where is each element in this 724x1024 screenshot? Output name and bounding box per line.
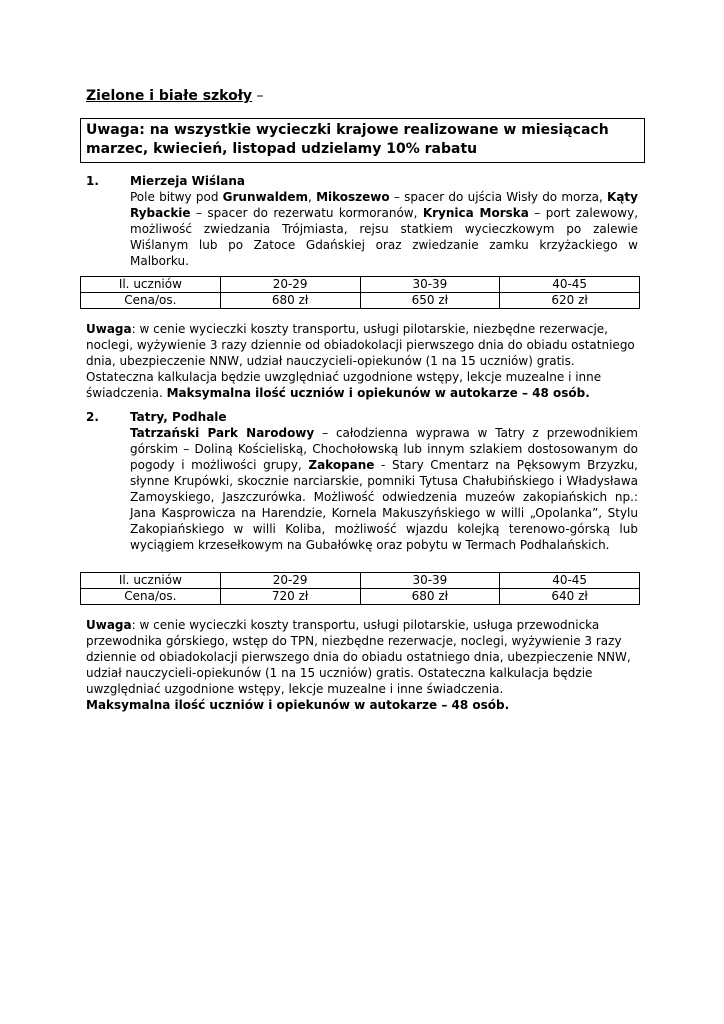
section-note <box>86 617 640 713</box>
section-note <box>86 321 640 401</box>
bold-text: Uwaga <box>86 322 132 336</box>
table-cell: 650 zł <box>360 293 500 309</box>
price-table <box>80 572 640 605</box>
table-cell: Cena/os. <box>81 589 221 605</box>
table-row <box>81 573 640 589</box>
text-run: : w cenie wycieczki koszty transportu, usługi pilotarskie, usługa przewodnicka przewodnika górskiego, wstęp do TPN, niezbędne rezerwacje, noclegi, wyżywienie 3 razy dziennie od obiadokolacji pierwszego dnia do obiadu ostatniego dnia, ubezpieczenie NNW, udział nauczycieli-opiekunów (1 na 15 uczniów) gratis. Ostateczna kalkulacja będzie uwzględniać uzgodnione wstępy, lekcje muzealne i inne świadczenia. <box>86 618 631 696</box>
table-cell: 30-39 <box>360 277 500 293</box>
table-row <box>81 277 640 293</box>
text-run: , <box>308 190 317 204</box>
text-run: : w cenie wycieczki koszty transportu, usługi pilotarskie, niezbędne rezerwacje, noclegi, wyżywienie 3 razy dziennie od obiadokolacji pierwszego dnia do obiadu ostatniego dnia, ubezpieczenie NNW, udział nauczycieli-opiekunów (1 na 15 uczniów) gratis. Ostateczna kalkulacja będzie uwzględniać uzgodnione wstępy, lekcje muzealne i inne świadczenia. <box>86 322 635 400</box>
bold-text: Grunwaldem <box>222 190 309 204</box>
bold-text: Zakopane <box>308 458 375 472</box>
page-title-text: Zielone i białe szkoły <box>86 88 253 104</box>
text-run: – port zalewowy, możliwość zwiedzania Trójmiasta, rejsu statkiem wycieczkowym po zalewie Wiślanym lub po Zatoce Gdańskiej oraz zwiedzanie zamku krzyżackiego w Malborku. <box>130 206 639 268</box>
section-number: 1. <box>86 174 99 188</box>
section-description <box>130 189 638 269</box>
table-cell: 30-39 <box>360 573 500 589</box>
price-table <box>80 276 640 309</box>
table-cell: 640 zł <box>500 589 640 605</box>
table-cell: 40-45 <box>500 573 640 589</box>
bold-text: Krynica Morska <box>422 206 529 220</box>
bold-text: Maksymalna ilość uczniów i opiekunów w autokarze – 48 osób. <box>166 386 590 400</box>
table-cell: Cena/os. <box>81 293 221 309</box>
table-cell: 20-29 <box>220 573 360 589</box>
page-title-dash: – <box>252 88 264 104</box>
table-cell: 620 zł <box>500 293 640 309</box>
section-heading: Mierzeja Wiślana <box>130 174 245 188</box>
table-cell: 20-29 <box>220 277 360 293</box>
section-body <box>130 409 638 553</box>
bold-text: Kąty Rybackie <box>130 190 638 220</box>
table-cell: 680 zł <box>220 293 360 309</box>
section-body <box>130 173 638 269</box>
table-cell: Il. uczniów <box>81 573 221 589</box>
text-run: – spacer do ujścia Wisły do morza, <box>389 190 608 204</box>
page-title <box>86 87 264 105</box>
text-run: - Stary Cmentarz na Pęksowym Brzyzku, słynne Krupówki, skocznie narciarskie, pomniki Tytusa Chałubińskiego i Władysława Zamoyskiego, Jaszczurówka. Możliwość odwiedzenia muzeów zakopiańskich np.: Jana Kasprowicza na Harendzie, Kornela Makuszyńskiego w willi „Opolanka”, Stylu Zakopiańskiego w willi Koliba, możliwość wjazdu kolejką terenowo-górską lub wyciągiem krzesełkowym na Gubałówkę oraz pobytu w Termach Podhalańskich. <box>130 458 638 552</box>
bold-text: Tatrzański Park Narodowy <box>130 426 315 440</box>
table-cell: 680 zł <box>360 589 500 605</box>
table-row <box>81 589 640 605</box>
section-heading: Tatry, Podhale <box>130 410 227 424</box>
bold-text: Mikoszewo <box>316 190 390 204</box>
text-run: – całodzienna wyprawa w Tatry z przewodnikiem górskim – Doliną Kościeliską, Chochołowską lub innym szlakiem dostosowanym do pogody i możliwości grupy, <box>130 426 638 472</box>
table-row <box>81 293 640 309</box>
bold-text: Maksymalna ilość uczniów i opiekunów w autokarze – 48 osób. <box>86 698 510 712</box>
section-number: 2. <box>86 410 99 424</box>
bold-text: Uwaga <box>86 618 132 632</box>
table-cell: Il. uczniów <box>81 277 221 293</box>
table-cell: 40-45 <box>500 277 640 293</box>
text-run: – spacer do rezerwatu kormoranów, <box>190 206 423 220</box>
section-description <box>130 425 638 553</box>
text-run: Pole bitwy pod <box>130 190 223 204</box>
table-cell: 720 zł <box>220 589 360 605</box>
discount-notice: Uwaga: na wszystkie wycieczki krajowe realizowane w miesiącach marzec, kwiecień, listopad udzielamy 10% rabatu <box>80 118 645 163</box>
